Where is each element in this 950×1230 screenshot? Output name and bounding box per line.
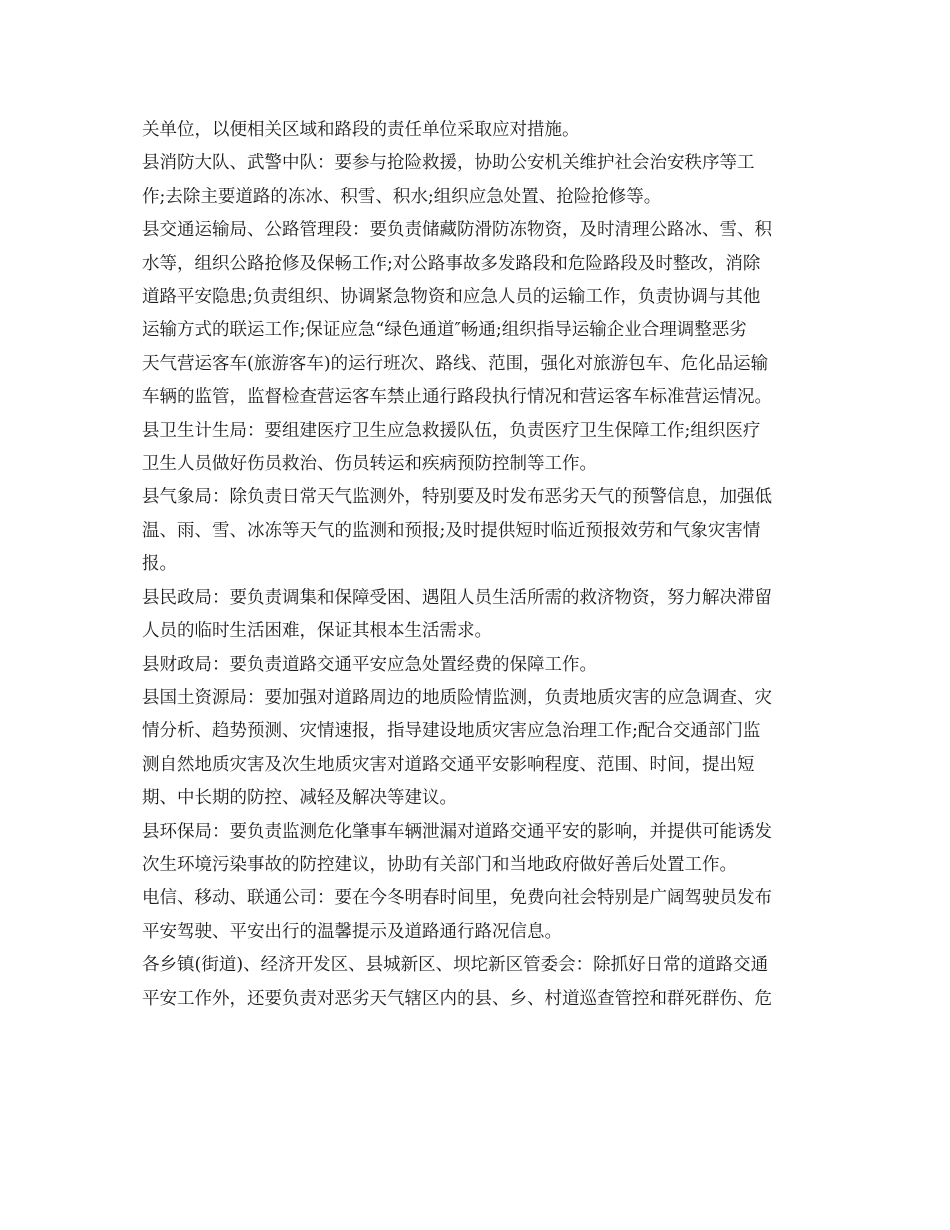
text-line: 温、雨、雪、冰冻等天气的监测和预报;及时提供短时临近预报效劳和气象灾害情 xyxy=(142,520,761,541)
text-line: 县国土资源局：要加强对道路周边的地质险情监测，负责地质灾害的应急调查、灾 xyxy=(142,687,772,708)
text-line: 电信、移动、联通公司：要在今冬明春时间里，免费向社会特别是广阔驾驶员发布 xyxy=(142,888,772,909)
text-line: 报。 xyxy=(142,554,177,575)
text-line: 平安工作外，还要负责对恶劣天气辖区内的县、乡、村道巡查管控和群死群伤、危 xyxy=(142,988,772,1009)
text-line: 卫生人员做好伤员救治、伤员转运和疾病预防控制等工作。 xyxy=(142,454,597,475)
text-line: 水等，组织公路抢修及保畅工作;对公路事故多发路段和危险路段及时整改，消除 xyxy=(142,253,761,274)
text-line: 县卫生计生局：要组建医疗卫生应急救援队伍，负责医疗卫生保障工作;组织医疗 xyxy=(142,420,761,441)
text-line: 平安驾驶、平安出行的温馨提示及道路通行路况信息。 xyxy=(142,921,562,942)
paragraph-fire-brigade xyxy=(142,147,812,214)
text-line: 情分析、趋势预测、灾情速报，指导建设地质灾害应急治理工作;配合交通部门监 xyxy=(142,721,761,742)
text-line: 县交通运输局、公路管理段：要负责储藏防滑防冻物资，及时清理公路冰、雪、积 xyxy=(142,220,772,241)
text-line: 各乡镇(街道)、经济开发区、县城新区、坝坨新区管委会：除抓好日常的道路交通 xyxy=(142,955,769,976)
text-line: 期、中长期的防控、减轻及解决等建议。 xyxy=(142,788,457,809)
paragraph-environment-bureau xyxy=(142,816,812,883)
text-line: 县气象局：除负责日常天气监测外，特别要及时发布恶劣天气的预警信息，加强低 xyxy=(142,487,772,508)
text-line: 车辆的监管，监督检查营运客车禁止通行路段执行情况和营运客车标准营运情况。 xyxy=(142,387,772,408)
paragraph-finance-bureau xyxy=(142,649,812,682)
paragraph-telecom xyxy=(142,882,812,949)
text-line: 县民政局：要负责调集和保障受困、遇阻人员生活所需的救济物资，努力解决滞留 xyxy=(142,587,772,608)
text-line: 关单位，以便相关区域和路段的责任单位采取应对措施。 xyxy=(142,120,580,140)
paragraph-health-bureau xyxy=(142,415,812,482)
paragraph-land-resources xyxy=(142,682,812,816)
text-line: 作;去除主要道路的冻冰、积雪、积水;组织应急处置、抢险抢修等。 xyxy=(142,186,662,207)
text-line: 测自然地质灾害及次生地质灾害对道路交通平安影响程度、范围、时间，提出短 xyxy=(142,754,755,775)
paragraph-civil-affairs xyxy=(142,582,812,649)
text-line: 县环保局：要负责监测危化肇事车辆泄漏对道路交通平安的影响，并提供可能诱发 xyxy=(142,821,772,842)
paragraph-townships xyxy=(142,949,812,1016)
text-line: 道路平安隐患;负责组织、协调紧急物资和应急人员的运输工作，负责协调与其他 xyxy=(142,287,761,308)
text-line: 人员的临时生活困难，保证其根本生活需求。 xyxy=(142,621,492,642)
paragraph-transport-bureau xyxy=(142,214,812,414)
text-line: 县消防大队、武警中队：要参与抢险救援，协助公安机关维护社会治安秩序等工 xyxy=(142,153,755,174)
text-line: 次生环境污染事故的防控建议，协助有关部门和当地政府做好善后处置工作。 xyxy=(142,854,737,875)
paragraph-weather-bureau xyxy=(142,481,812,581)
text-line: 运输方式的联运工作;保证应急“绿色通道″畅通;组织指导运输企业合理调整恶劣 xyxy=(142,320,747,341)
text-line: 县财政局：要负责道路交通平安应急处置经费的保障工作。 xyxy=(142,654,597,675)
document-page xyxy=(142,114,812,1016)
paragraph-continuation xyxy=(142,114,812,147)
text-line: 天气营运客车(旅游客车)的运行班次、路线、范围，强化对旅游包车、危化品运输 xyxy=(142,353,769,374)
